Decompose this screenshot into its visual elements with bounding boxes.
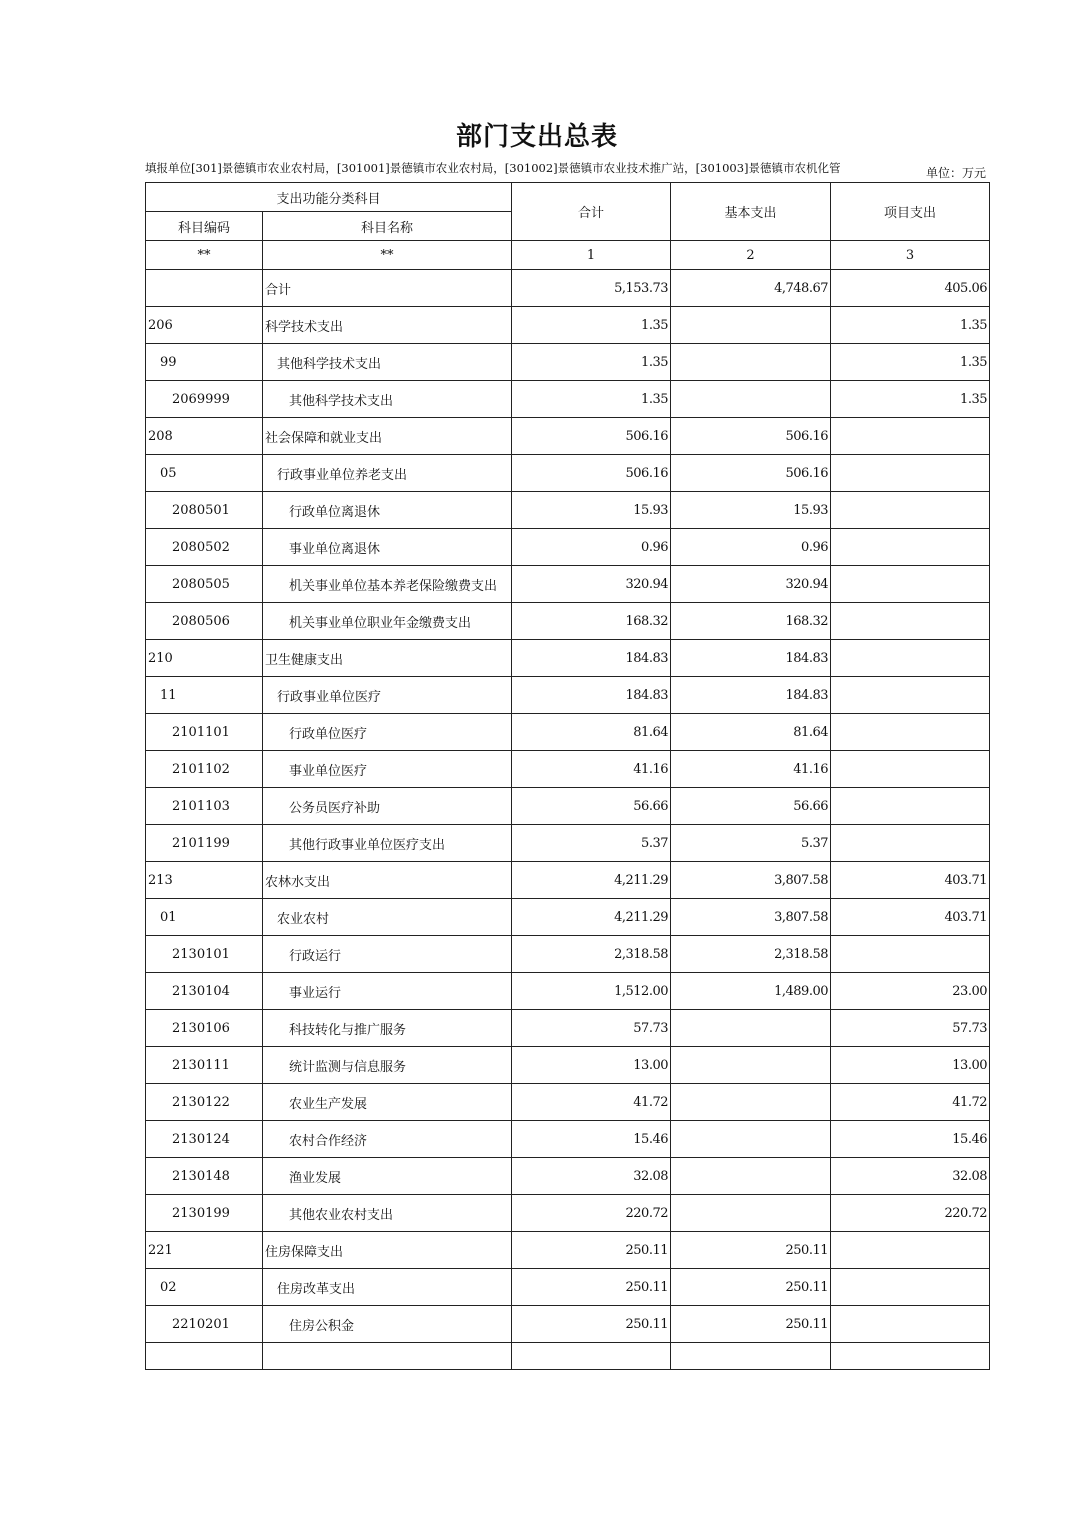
cell-name: 农业生产发展 xyxy=(263,1084,512,1121)
cell-name: 行政事业单位养老支出 xyxy=(263,455,512,492)
cell-name: 其他科学技术支出 xyxy=(263,344,512,381)
cell-code: 02 xyxy=(146,1269,263,1306)
cell-project xyxy=(831,566,990,603)
cell-total: 56.66 xyxy=(512,788,671,825)
cell-name: 机关事业单位职业年金缴费支出 xyxy=(263,603,512,640)
header-code-index: ** xyxy=(146,241,263,270)
cell-name: 农林水支出 xyxy=(263,862,512,899)
cell-project xyxy=(831,640,990,677)
cell-project xyxy=(831,1269,990,1306)
cell-basic: 81.64 xyxy=(671,714,831,751)
header-name-index: ** xyxy=(263,241,512,270)
table-row xyxy=(146,270,990,307)
cell-basic xyxy=(671,1195,831,1232)
cell-project: 1.35 xyxy=(831,307,990,344)
cell-total: 250.11 xyxy=(512,1269,671,1306)
cell-code: 213 xyxy=(146,862,263,899)
cell-code: 2130199 xyxy=(146,1195,263,1232)
cell-project xyxy=(831,825,990,862)
cell-basic: 4,748.67 xyxy=(671,270,831,307)
cell-code: 2130122 xyxy=(146,1084,263,1121)
cell-code: 2130124 xyxy=(146,1121,263,1158)
cell-basic xyxy=(671,1121,831,1158)
table-row-empty xyxy=(146,1343,990,1370)
cell-total: 0.96 xyxy=(512,529,671,566)
cell-basic xyxy=(671,1010,831,1047)
cell-basic: 506.16 xyxy=(671,418,831,455)
cell-code: 2101199 xyxy=(146,825,263,862)
cell-project: 403.71 xyxy=(831,899,990,936)
cell-code: 208 xyxy=(146,418,263,455)
cell-basic: 184.83 xyxy=(671,640,831,677)
cell-total: 1,512.00 xyxy=(512,973,671,1010)
cell-name: 社会保障和就业支出 xyxy=(263,418,512,455)
empty-cell xyxy=(512,1343,671,1370)
table-row xyxy=(146,677,990,714)
cell-total: 250.11 xyxy=(512,1306,671,1343)
table-row xyxy=(146,1269,990,1306)
cell-project: 57.73 xyxy=(831,1010,990,1047)
cell-code: 2080501 xyxy=(146,492,263,529)
page-title: 部门支出总表 xyxy=(455,122,618,152)
cell-total: 41.16 xyxy=(512,751,671,788)
cell-total: 320.94 xyxy=(512,566,671,603)
cell-basic: 1,489.00 xyxy=(671,973,831,1010)
cell-total: 32.08 xyxy=(512,1158,671,1195)
cell-basic xyxy=(671,1084,831,1121)
cell-code: 2101102 xyxy=(146,751,263,788)
cell-basic: 2,318.58 xyxy=(671,936,831,973)
table-row xyxy=(146,973,990,1010)
cell-total: 5,153.73 xyxy=(512,270,671,307)
table-row xyxy=(146,1010,990,1047)
table-row xyxy=(146,1047,990,1084)
cell-code: 2210201 xyxy=(146,1306,263,1343)
cell-basic: 3,807.58 xyxy=(671,862,831,899)
cell-project: 403.71 xyxy=(831,862,990,899)
table-row xyxy=(146,788,990,825)
cell-name: 住房改革支出 xyxy=(263,1269,512,1306)
cell-total: 506.16 xyxy=(512,418,671,455)
cell-name: 住房公积金 xyxy=(263,1306,512,1343)
table-row xyxy=(146,1158,990,1195)
cell-total: 184.83 xyxy=(512,677,671,714)
cell-name: 住房保障支出 xyxy=(263,1232,512,1269)
header-code: 科目编码 xyxy=(146,212,263,241)
table-row xyxy=(146,492,990,529)
cell-total: 15.46 xyxy=(512,1121,671,1158)
table-row xyxy=(146,714,990,751)
cell-basic: 3,807.58 xyxy=(671,899,831,936)
cell-code: 01 xyxy=(146,899,263,936)
cell-project xyxy=(831,529,990,566)
header-basic: 基本支出 xyxy=(671,183,831,241)
cell-name: 行政事业单位医疗 xyxy=(263,677,512,714)
table-row xyxy=(146,751,990,788)
cell-name: 统计监测与信息服务 xyxy=(263,1047,512,1084)
cell-code: 2069999 xyxy=(146,381,263,418)
table-row xyxy=(146,603,990,640)
cell-project xyxy=(831,418,990,455)
header-project: 项目支出 xyxy=(831,183,990,241)
cell-name: 卫生健康支出 xyxy=(263,640,512,677)
table-row xyxy=(146,307,990,344)
cell-code: 2080505 xyxy=(146,566,263,603)
cell-code xyxy=(146,270,263,307)
cell-code: 210 xyxy=(146,640,263,677)
cell-code: 221 xyxy=(146,1232,263,1269)
cell-code: 2101103 xyxy=(146,788,263,825)
cell-project: 13.00 xyxy=(831,1047,990,1084)
table-row xyxy=(146,862,990,899)
cell-name: 其他行政事业单位医疗支出 xyxy=(263,825,512,862)
cell-project xyxy=(831,677,990,714)
table-row xyxy=(146,344,990,381)
cell-name: 行政单位医疗 xyxy=(263,714,512,751)
cell-basic xyxy=(671,344,831,381)
cell-project xyxy=(831,455,990,492)
empty-cell xyxy=(146,1343,263,1370)
cell-name: 事业单位离退休 xyxy=(263,529,512,566)
header-total: 合计 xyxy=(512,183,671,241)
table-row xyxy=(146,1084,990,1121)
cell-project xyxy=(831,1232,990,1269)
cell-name: 行政运行 xyxy=(263,936,512,973)
cell-basic: 506.16 xyxy=(671,455,831,492)
cell-total: 81.64 xyxy=(512,714,671,751)
fill-unit-text: 填报单位[301]景德镇市农业农村局，[301001]景德镇市农业农村局，[301002]景德镇市农业技术推广站，[301003]景德镇市农机化管 xyxy=(145,161,841,175)
cell-name: 行政单位离退休 xyxy=(263,492,512,529)
cell-code: 2080506 xyxy=(146,603,263,640)
cell-name: 渔业发展 xyxy=(263,1158,512,1195)
cell-code: 05 xyxy=(146,455,263,492)
cell-total: 184.83 xyxy=(512,640,671,677)
cell-name: 农业农村 xyxy=(263,899,512,936)
cell-basic: 15.93 xyxy=(671,492,831,529)
cell-total: 2,318.58 xyxy=(512,936,671,973)
cell-code: 2080502 xyxy=(146,529,263,566)
cell-project: 23.00 xyxy=(831,973,990,1010)
cell-total: 1.35 xyxy=(512,344,671,381)
cell-project: 1.35 xyxy=(831,344,990,381)
cell-total: 168.32 xyxy=(512,603,671,640)
cell-total: 250.11 xyxy=(512,1232,671,1269)
cell-basic: 184.83 xyxy=(671,677,831,714)
cell-name: 科学技术支出 xyxy=(263,307,512,344)
cell-code: 11 xyxy=(146,677,263,714)
cell-project: 15.46 xyxy=(831,1121,990,1158)
unit-label: 单位：万元 xyxy=(926,166,987,180)
cell-project: 405.06 xyxy=(831,270,990,307)
header-total-index: 1 xyxy=(512,241,671,270)
cell-code: 2130148 xyxy=(146,1158,263,1195)
cell-name: 科技转化与推广服务 xyxy=(263,1010,512,1047)
cell-project: 32.08 xyxy=(831,1158,990,1195)
table-row xyxy=(146,936,990,973)
table-row xyxy=(146,1306,990,1343)
cell-project: 41.72 xyxy=(831,1084,990,1121)
cell-code: 2130106 xyxy=(146,1010,263,1047)
cell-total: 4,211.29 xyxy=(512,862,671,899)
cell-basic: 320.94 xyxy=(671,566,831,603)
cell-code: 2130101 xyxy=(146,936,263,973)
table-row xyxy=(146,1121,990,1158)
cell-basic: 250.11 xyxy=(671,1232,831,1269)
cell-basic: 41.16 xyxy=(671,751,831,788)
cell-total: 1.35 xyxy=(512,307,671,344)
cell-basic: 250.11 xyxy=(671,1306,831,1343)
cell-total: 13.00 xyxy=(512,1047,671,1084)
cell-total: 57.73 xyxy=(512,1010,671,1047)
cell-basic xyxy=(671,307,831,344)
cell-name: 事业单位医疗 xyxy=(263,751,512,788)
header-group: 支出功能分类科目 xyxy=(146,183,512,212)
cell-basic: 5.37 xyxy=(671,825,831,862)
cell-basic: 0.96 xyxy=(671,529,831,566)
table-row xyxy=(146,899,990,936)
cell-code: 2101101 xyxy=(146,714,263,751)
cell-code: 206 xyxy=(146,307,263,344)
cell-code: 2130111 xyxy=(146,1047,263,1084)
empty-cell xyxy=(671,1343,831,1370)
table-row xyxy=(146,418,990,455)
cell-project xyxy=(831,1306,990,1343)
table-row xyxy=(146,381,990,418)
table-row xyxy=(146,529,990,566)
cell-total: 506.16 xyxy=(512,455,671,492)
cell-project: 220.72 xyxy=(831,1195,990,1232)
table-row xyxy=(146,455,990,492)
cell-total: 15.93 xyxy=(512,492,671,529)
cell-total: 4,211.29 xyxy=(512,899,671,936)
cell-basic: 250.11 xyxy=(671,1269,831,1306)
table-row xyxy=(146,566,990,603)
cell-project: 1.35 xyxy=(831,381,990,418)
cell-total: 220.72 xyxy=(512,1195,671,1232)
cell-total: 5.37 xyxy=(512,825,671,862)
cell-name: 其他农业农村支出 xyxy=(263,1195,512,1232)
cell-project xyxy=(831,714,990,751)
header-project-index: 3 xyxy=(831,241,990,270)
cell-code: 2130104 xyxy=(146,973,263,1010)
cell-basic: 168.32 xyxy=(671,603,831,640)
table-row xyxy=(146,1195,990,1232)
cell-basic xyxy=(671,1158,831,1195)
cell-basic: 56.66 xyxy=(671,788,831,825)
cell-project xyxy=(831,603,990,640)
table-row xyxy=(146,825,990,862)
cell-total: 41.72 xyxy=(512,1084,671,1121)
header-name: 科目名称 xyxy=(263,212,512,241)
cell-name: 事业运行 xyxy=(263,973,512,1010)
table-row xyxy=(146,640,990,677)
empty-cell xyxy=(831,1343,990,1370)
cell-name: 机关事业单位基本养老保险缴费支出 xyxy=(263,566,512,603)
cell-basic xyxy=(671,381,831,418)
cell-name: 农村合作经济 xyxy=(263,1121,512,1158)
cell-name: 合计 xyxy=(263,270,512,307)
table-row xyxy=(146,1232,990,1269)
empty-cell xyxy=(263,1343,512,1370)
cell-project xyxy=(831,751,990,788)
cell-project xyxy=(831,492,990,529)
expenditure-table xyxy=(145,182,990,1370)
cell-project xyxy=(831,936,990,973)
cell-total: 1.35 xyxy=(512,381,671,418)
cell-name: 其他科学技术支出 xyxy=(263,381,512,418)
cell-name: 公务员医疗补助 xyxy=(263,788,512,825)
header-basic-index: 2 xyxy=(671,241,831,270)
cell-project xyxy=(831,788,990,825)
cell-basic xyxy=(671,1047,831,1084)
cell-code: 99 xyxy=(146,344,263,381)
